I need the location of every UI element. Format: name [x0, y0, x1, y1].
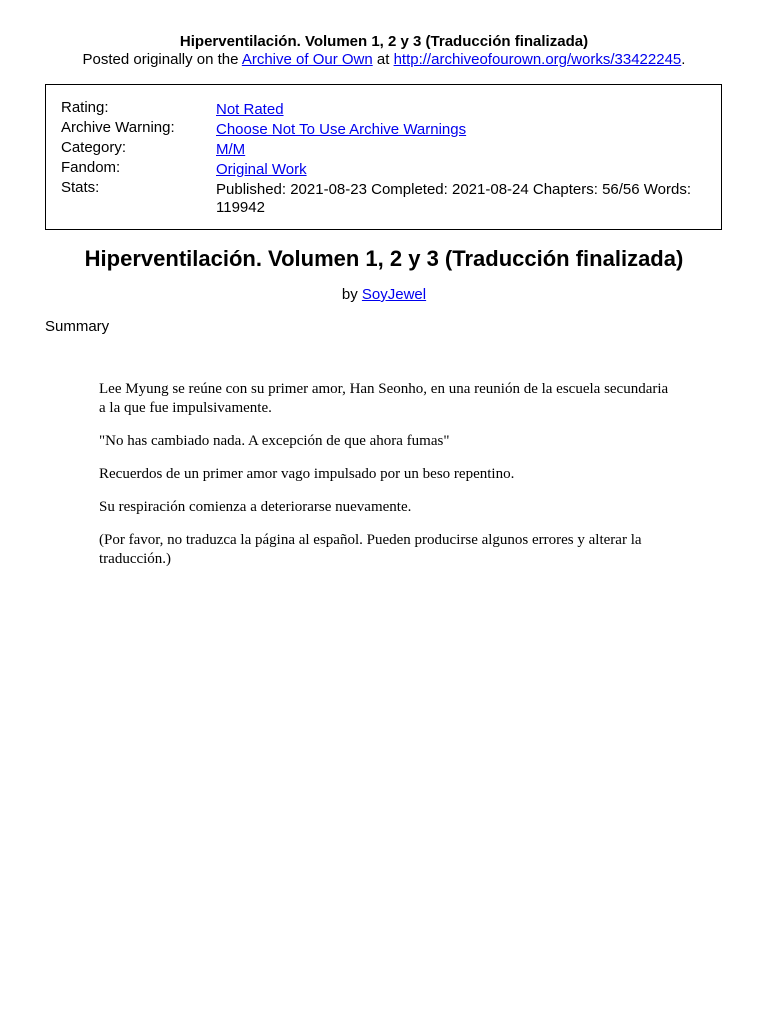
category-link[interactable]: M/M: [216, 141, 246, 158]
trailing-period: .: [681, 51, 686, 68]
category-label: Category:: [61, 139, 127, 156]
warning-label: Archive Warning:: [61, 119, 175, 136]
summary-body: [99, 380, 674, 583]
document-header: [0, 33, 768, 69]
stats-value: Published: 2021-08-23 Completed: 2021-08-24 Chapters: 56/56 Words: 119942: [216, 181, 692, 216]
summary-paragraph: (Por favor, no traduzca la página al español. Pueden producirse algunos errores y alterar la traducción.): [99, 532, 642, 567]
by-word: by: [341, 286, 358, 303]
warning-link[interactable]: Choose Not To Use Archive Warnings: [216, 121, 467, 138]
summary-paragraph: "No has cambiado nada. A excepción de que ahora fumas": [99, 433, 450, 449]
archive-link[interactable]: Archive of Our Own: [241, 51, 373, 68]
posted-line: [0, 51, 768, 69]
fandom-link[interactable]: Original Work: [216, 161, 307, 178]
rating-link[interactable]: Not Rated: [216, 101, 284, 118]
stats-label: Stats:: [61, 179, 100, 196]
work-title: Hiperventilación. Volumen 1, 2 y 3 (Traducción finalizada): [84, 246, 684, 271]
metadata-box: [45, 84, 722, 230]
at-word: at: [376, 51, 390, 68]
summary-paragraph: Lee Myung se reúne con su primer amor, Han Seonho, en una reunión de la escuela secundaria a la que fue impulsivamente.: [99, 381, 669, 416]
document-title: Hiperventilación. Volumen 1, 2 y 3 (Traducción finalizada): [179, 33, 589, 50]
fandom-label: Fandom:: [61, 159, 121, 176]
summary-paragraph: Su respiración comienza a deteriorarse nuevamente.: [99, 499, 412, 515]
author-link[interactable]: SoyJewel: [361, 286, 427, 303]
summary-heading: Summary: [45, 318, 110, 335]
summary-paragraph: Recuerdos de un primer amor vago impulsado por un beso repentino.: [99, 466, 515, 482]
work-url-link[interactable]: http://archiveofourown.org/works/33422245: [393, 51, 682, 68]
rating-label: Rating:: [61, 99, 109, 116]
byline: [0, 286, 768, 304]
posted-prefix: Posted originally on the: [82, 51, 239, 68]
